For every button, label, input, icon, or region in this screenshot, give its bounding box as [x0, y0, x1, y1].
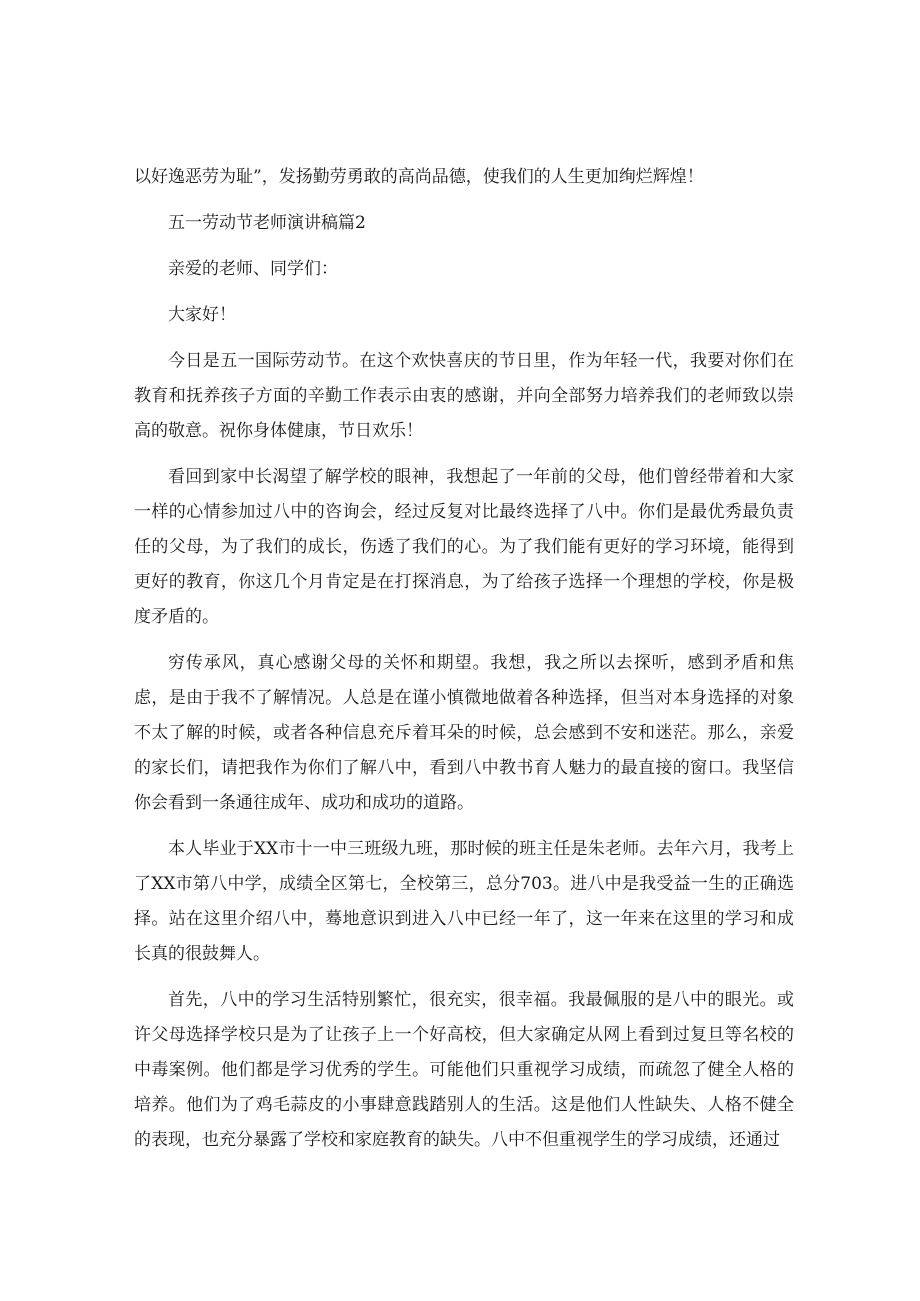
- section-title: 五一劳动节老师演讲稿篇2: [168, 213, 366, 233]
- greeting: 大家好！: [168, 305, 236, 325]
- paragraph-3: 穷传承风，真心感谢父母的关怀和期望。我想，我之所以去探听，感到矛盾和焦虑，是由于我不了解情况。人总是在谨小慎微地做着各种选择，但当对本身选择的对象不太了解的时候，或者各种信息充斥着耳朵的时候，总会感到不安和迷茫。那么，亲爱的家长们，请把我作为你们了解八中，看到八中教书育人魅力的最直接的窗口。我坚信你会看到一条通往成年、成功和成功的道路。: [134, 653, 794, 813]
- lead-line: 以好逸恶劳为耻”，发扬勤劳勇敢的高尚品德，使我们的人生更加绚烂辉煌！: [134, 167, 704, 187]
- paragraph-2: 看回到家中长渴望了解学校的眼神，我想起了一年前的父母，他们曾经带着和大家一样的心情参加过八中的咨询会，经过反复对比最终选择了八中。你们是最优秀最负责任的父母，为了我们的成长，伤透了我们的心。为了我们能有更好的学习环境，能得到更好的教育，你这几个月肯定是在打探消息，为了给孩子选择一个理想的学校，你是极度矛盾的。: [134, 467, 794, 627]
- paragraph-5: 首先，八中的学习生活特别繁忙，很充实，很幸福。我最佩服的是八中的眼光。或许父母选择学校只是为了让孩子上一个好高校，但大家确定从网上看到过复旦等名校的中毒案例。他们都是学习优秀的学生。可能他们只重视学习成绩，而疏忽了健全人格的培养。他们为了鸡毛蒜皮的小事肆意践踏别人的生活。这是他们人性缺失、人格不健全的表现，也充分暴露了学校和家庭教育的缺失。八中不但重视学生的学习成绩，还通过: [134, 990, 794, 1150]
- document-body: [134, 160, 794, 1169]
- paragraph-1: 今日是五一国际劳动节。在这个欢快喜庆的节日里，作为年轻一代，我要对你们在教育和抚养孩子方面的辛勤工作表示由衷的感谢，并向全部努力培养我们的老师致以崇高的敬意。祝你身体健康，节日欢乐！: [134, 351, 794, 441]
- paragraph-4: 本人毕业于XX市十一中三班级九班，那时候的班主任是朱老师。去年六月，我考上了XX市第八中学，成绩全区第七，全校第三，总分703。进八中是我受益一生的正确选择。站在这里介绍八中，蓦地意识到进入八中已经一年了，这一年来在这里的学习和成长真的很鼓舞人。: [134, 839, 794, 964]
- salutation: 亲爱的老师、同学们：: [168, 259, 338, 279]
